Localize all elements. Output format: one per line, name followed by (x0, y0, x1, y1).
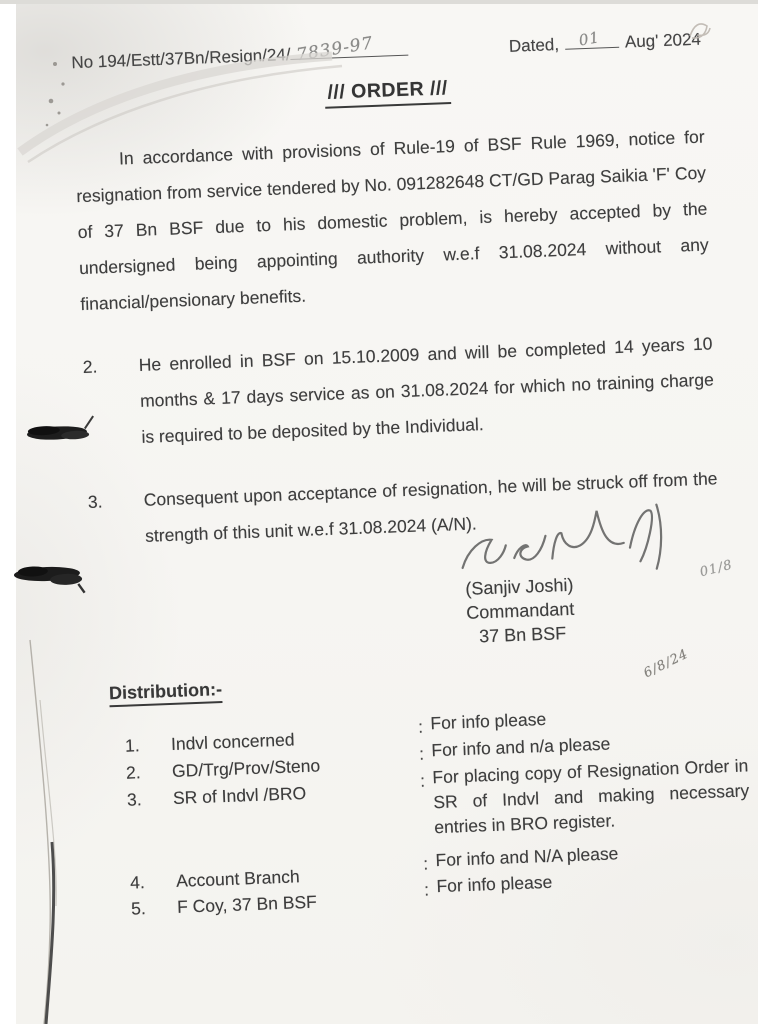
paragraph-2-text: He enrolled in BSF on 15.10.2009 and will be completed 14 years 10 months & 17 days service as on 31.08.2024 for which no training charge is required to be deposited by the Individual. (138, 333, 715, 448)
signature-handwritten-date: 01/8 (698, 558, 735, 581)
distribution-heading: Distribution:- (109, 679, 223, 707)
row-1-separator: : (417, 716, 424, 738)
row-2-serial: 2. (125, 762, 142, 783)
row-2-separator: : (418, 743, 425, 764)
row-5-separator: : (423, 879, 430, 900)
row-2-recipient: GD/Trg/Prov/Steno (171, 755, 321, 782)
row-1-purpose: For info please (430, 709, 547, 734)
reference-row (71, 28, 701, 74)
order-title: /// ORDER /// (324, 77, 451, 109)
row-3-recipient: SR of Indvl /BRO (172, 782, 307, 808)
dated-month-year: Aug' 2024 (624, 29, 702, 52)
dated-blank-line (565, 28, 620, 50)
row-4-serial: 4. (129, 871, 146, 893)
paragraph-1: In accordance with provisions of Rule-19 of BSF Rule 1969, notice for resignation from service tendered by No. 091282648 CT/GD Parag Saikia 'F' Coy of 37 Bn BSF due to his domestic problem, is hereby accepted by the undersigned being appointing authority w.e.f 31.08.2024 without any financial/pensionary benefits. (76, 126, 710, 315)
distribution-list (96, 700, 750, 919)
reference-blank-line (290, 33, 409, 66)
paragraph-3-text: Consequent upon acceptance of resignation, he will be struck off from the strength of this unit w.e.f 31.08.2024 (A/N). (143, 468, 718, 547)
dated-handwritten-day: 01 (577, 28, 602, 50)
paragraph-2 (82, 326, 716, 458)
paragraph-2-number: 2. (82, 356, 98, 378)
row-5-purpose: For info please (436, 872, 553, 897)
signature-handwritten-note: 6/8/24 (641, 646, 692, 682)
row-5-serial: 5. (130, 898, 147, 919)
row-5-recipient: F Coy, 37 Bn BSF (176, 892, 318, 918)
row-2-purpose: For info and n/a please (431, 733, 611, 761)
signature-block (465, 558, 735, 682)
signature-scrawl (444, 500, 683, 587)
signatory-designation: Commandant (465, 599, 575, 624)
signatory-unit: 37 Bn BSF (478, 623, 567, 647)
row-3-serial: 3. (126, 789, 143, 810)
paragraph-3-number: 3. (87, 491, 103, 513)
row-1-serial: 1. (124, 735, 141, 757)
row-4-separator: : (422, 852, 429, 874)
dated-block (508, 28, 701, 57)
row-4-recipient: Account Branch (175, 865, 300, 891)
title-wrap (72, 68, 703, 119)
reference-handwritten-number: 7839-97 (295, 33, 376, 66)
row-3-purpose: For placing copy of Resignation Order in SR of Indvl and making necessary entries in BRO register. (432, 755, 750, 837)
row-3-separator: : (419, 770, 426, 791)
dated-label: Dated, (508, 34, 560, 56)
row-1-recipient: Indvl concerned (170, 729, 295, 755)
signatory-name: (Sanjiv Joshi) (465, 575, 574, 600)
row-4-purpose: For info and N/A please (435, 842, 619, 870)
reference-number: No 194/Estt/37Bn/Resign/24/ (71, 45, 291, 73)
reference-number-block (71, 33, 409, 74)
distribution-section (95, 660, 750, 919)
